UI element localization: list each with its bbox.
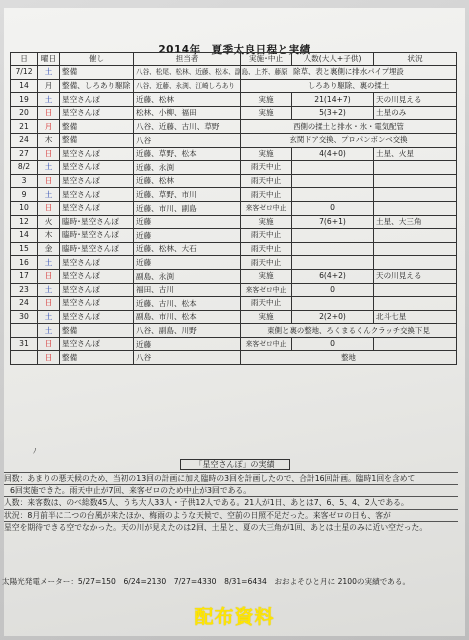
cell-staff: 八谷、副島、川野 [134,324,241,338]
cell-staff: 近藤、草野、松本 [134,147,241,161]
cell-staff: 近藤、市川、副島 [134,201,241,215]
cell-dow: 月 [38,79,60,93]
summary-title: 「星空さんぽ」の実績 [0,459,469,470]
header-dow: 曜日 [38,53,60,66]
cell-people: 2(2+0) [292,310,374,324]
header-people: 人数(大人+子供) [292,53,374,66]
cell-impl: 来客ゼロ中止 [241,283,292,297]
header-date: 日 [11,53,38,66]
cell-staff: 近藤 [134,256,241,270]
cell-event: 整備 [60,324,134,338]
cell-status [374,188,457,202]
cell-dow: 土 [38,161,60,175]
cell-impl: 実施 [241,106,292,120]
cell-date: 24 [11,297,38,311]
cell-date [11,324,38,338]
summary-line: 星空を期待できる空でなかった。天の川が見えたのは2回、土星と、夏の大三角が1回、あとは土星のみに近い空だった。 [4,521,458,533]
cell-status [374,256,457,270]
cell-event: 臨時･星空さんぽ [60,215,134,229]
cell-event: 整備 [60,351,134,365]
cell-date: 20 [11,106,38,120]
cell-event: 星空さんぽ [60,147,134,161]
cell-impl: 雨天中止 [241,242,292,256]
cell-impl: 雨天中止 [241,188,292,202]
cell-dow: 日 [38,337,60,351]
table-row [11,188,457,202]
cell-event: 整備、しろあり駆除 [60,79,134,93]
cell-event: 星空さんぽ [60,269,134,283]
cell-dow: 土 [38,310,60,324]
cell-date: 16 [11,256,38,270]
cell-staff: 近藤 [134,215,241,229]
cell-dow: 土 [38,256,60,270]
table-row [11,297,457,311]
cell-staff: 近藤、古川、松本 [134,297,241,311]
cell-event: 星空さんぽ [60,256,134,270]
cell-staff: 近藤 [134,229,241,243]
cell-status: 天の川見える [374,269,457,283]
cell-impl: 実施 [241,310,292,324]
summary-line: 状況：8月前半に二つの台風が来たほか、梅雨のような天候で、空前の日照不足だった。来客ゼロの日も、客が [4,509,458,521]
table-row [11,215,457,229]
cell-staff: 近藤、松林 [134,174,241,188]
cell-merged-note: しろあり駆除、裏の揉土 [241,79,457,93]
cell-date: 31 [11,337,38,351]
cell-impl: 雨天中止 [241,174,292,188]
cell-people [292,297,374,311]
cell-dow: 日 [38,297,60,311]
cell-status [374,283,457,297]
cell-date: 10 [11,201,38,215]
cell-dow: 日 [38,106,60,120]
cell-impl: 実施 [241,215,292,229]
cell-status [374,242,457,256]
table-row [11,283,457,297]
cell-people: 5(3+2) [292,106,374,120]
cell-staff: 八谷 [134,351,241,365]
cell-date: 21 [11,120,38,134]
solar-meter-note: 太陽光発電メーター：5/27=150 6/24=2130 7/27=4330 8/31=6434 おおよそひと月に 2100の実績である。 [2,577,411,586]
table-row [11,229,457,243]
cell-dow: 日 [38,174,60,188]
cell-status [374,161,457,175]
header-status: 状況 [374,53,457,66]
cell-people [292,256,374,270]
cell-status [374,229,457,243]
page-title: 2014年 夏季太良日程と実績 [158,44,311,56]
cell-date: 7/12 [11,66,38,80]
pen-mark: ﾉ [33,447,37,455]
cell-status: 天の川見える [374,93,457,107]
cell-date: 9 [11,188,38,202]
cell-dow: 土 [38,93,60,107]
cell-status [374,297,457,311]
cell-merged-note: 整地 [241,351,457,365]
cell-impl: 来客ゼロ中止 [241,201,292,215]
cell-people: 0 [292,337,374,351]
table-row [11,161,457,175]
cell-impl: 雨天中止 [241,161,292,175]
cell-event: 整備 [60,120,134,134]
cell-people: 0 [292,201,374,215]
table-row [11,66,457,80]
cell-event: 星空さんぽ [60,283,134,297]
cell-event: 星空さんぽ [60,310,134,324]
cell-dow: 木 [38,229,60,243]
cell-people [292,229,374,243]
cell-people: 0 [292,283,374,297]
cell-dow: 土 [38,66,60,80]
cell-date: 8/2 [11,161,38,175]
cell-event: 星空さんぽ [60,93,134,107]
cell-staff: 近藤、永渕 [134,161,241,175]
cell-dow: 土 [38,283,60,297]
cell-staff: 八谷、松尾、松林、近藤、松本、副島、上芥、藤原 [134,66,241,80]
cell-event: 整備 [60,66,134,80]
cell-date: 30 [11,310,38,324]
cell-event: 星空さんぽ [60,161,134,175]
cell-status: 土星のみ [374,106,457,120]
cell-date: 14 [11,79,38,93]
cell-staff: 副島、永渕 [134,269,241,283]
cell-date [11,351,38,365]
cell-people: 6(4+2) [292,269,374,283]
cell-impl: 実施 [241,269,292,283]
cell-date: 12 [11,215,38,229]
table-header-row [11,53,457,66]
cell-impl: 実施 [241,147,292,161]
cell-staff: 八谷、近藤、永渕、江崎しろあり [134,79,241,93]
table-row [11,201,457,215]
cell-event: 臨時･星空さんぽ [60,229,134,243]
cell-dow: 木 [38,133,60,147]
cell-event: 星空さんぽ [60,188,134,202]
table-row [11,351,457,365]
cell-merged-note: 西側の揉土と排水・氷・電気配管 [241,120,457,134]
cell-merged-note: 玄関ドア交換、プロパンボンベ交換 [241,133,457,147]
cell-date: 23 [11,283,38,297]
cell-event: 星空さんぽ [60,174,134,188]
cell-impl: 雨天中止 [241,297,292,311]
cell-status [374,337,457,351]
table-row [11,133,457,147]
cell-event: 星空さんぽ [60,297,134,311]
cell-dow: 土 [38,188,60,202]
cell-staff: 近藤 [134,337,241,351]
cell-status: 土星、火星 [374,147,457,161]
summary-line: 6回実施できた。雨天中止が7回、来客ゼロのため中止が3回である。 [4,484,458,496]
schedule-rows [11,66,457,365]
cell-dow: 日 [38,147,60,161]
cell-dow: 日 [38,351,60,365]
cell-date: 3 [11,174,38,188]
cell-dow: 金 [38,242,60,256]
cell-staff: 福田、古川 [134,283,241,297]
cell-people [292,174,374,188]
cell-people: 21(14+7) [292,93,374,107]
cell-people: 4(4+0) [292,147,374,161]
cell-event: 臨時･星空さんぽ [60,242,134,256]
handout-stamp: 配布資料 [194,606,275,628]
cell-dow: 月 [38,120,60,134]
summary-line: 人数：来客数は、のべ総数45人、うち大人33人・子供12人である。21人が1日、あとは7、6、5、4、2人である。 [4,496,458,508]
cell-merged-note: 東側と裏の整地、ろくまるくんクラッチ交換下見 [241,324,457,338]
cell-dow: 日 [38,201,60,215]
table-row [11,324,457,338]
cell-staff: 八谷、近藤、古川、草野 [134,120,241,134]
header-impl: 実施･中止 [241,53,292,66]
cell-staff: 近藤、松林 [134,93,241,107]
summary-block [4,472,458,533]
cell-impl: 雨天中止 [241,229,292,243]
table-row [11,147,457,161]
cell-date: 17 [11,269,38,283]
cell-date: 14 [11,229,38,243]
cell-merged-note: 除草、表と裏側に排水パイプ埋設 [241,66,457,80]
table-row [11,269,457,283]
cell-dow: 日 [38,269,60,283]
cell-event: 星空さんぽ [60,201,134,215]
cell-people [292,161,374,175]
table-row [11,256,457,270]
cell-staff: 近藤、松林、大石 [134,242,241,256]
table-row [11,310,457,324]
cell-date: 15 [11,242,38,256]
cell-people: 7(6+1) [292,215,374,229]
table-row [11,120,457,134]
cell-status: 土星、大三角 [374,215,457,229]
schedule-table [10,52,457,365]
table-row [11,337,457,351]
table-row [11,106,457,120]
cell-status: 北斗七星 [374,310,457,324]
table-row [11,93,457,107]
table-row [11,79,457,93]
cell-impl: 実施 [241,93,292,107]
cell-dow: 火 [38,215,60,229]
cell-date: 27 [11,147,38,161]
table-row [11,242,457,256]
cell-status [374,174,457,188]
cell-people [292,188,374,202]
table-row [11,174,457,188]
cell-event: 星空さんぽ [60,337,134,351]
cell-dow: 土 [38,324,60,338]
cell-staff: 松林、小柳、福田 [134,106,241,120]
cell-staff: 八谷 [134,133,241,147]
cell-people [292,242,374,256]
header-event: 催し [60,53,134,66]
cell-staff: 副島、市川、松本 [134,310,241,324]
summary-line: 回数：あまりの悪天候のため、当初の13回の計画に加え臨時の3回を計画したので、合計16回計画。臨時1回を含めて [4,472,458,484]
cell-date: 24 [11,133,38,147]
cell-impl: 雨天中止 [241,256,292,270]
cell-event: 星空さんぽ [60,106,134,120]
header-staff: 担当者 [134,53,241,66]
cell-status [374,201,457,215]
cell-staff: 近藤、草野、市川 [134,188,241,202]
cell-date: 19 [11,93,38,107]
cell-event: 整備 [60,133,134,147]
cell-impl: 来客ゼロ中止 [241,337,292,351]
